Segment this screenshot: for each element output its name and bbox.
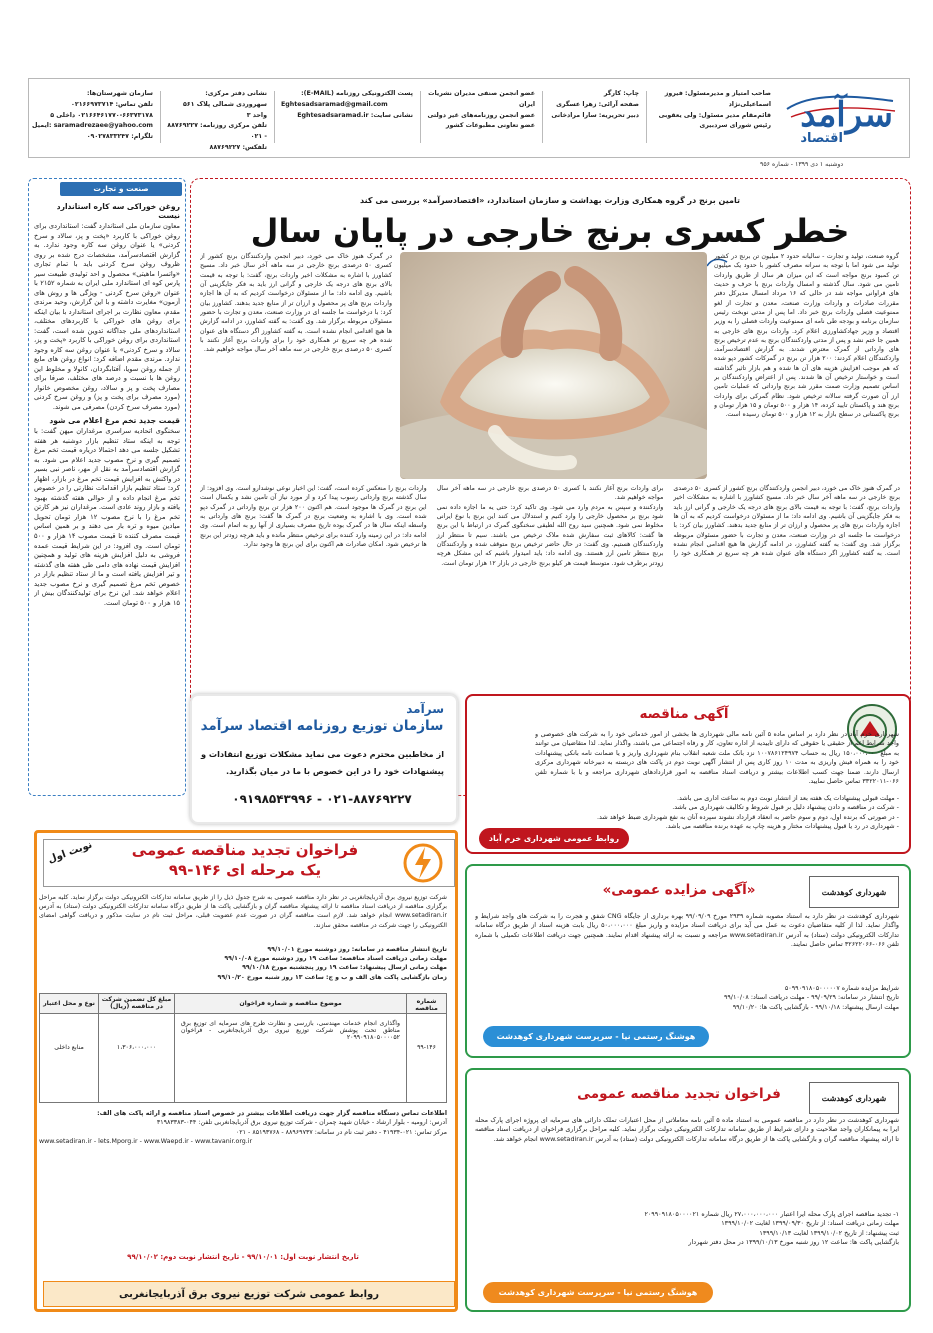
power-tender-intro: شرکت توزیع نیروی برق آذربایجانغربی در نظر دارد مناقصه عمومی به شرح جدول ذیل را از طریق سامانه تدارکات الکترونیکی دولت برگزار نماید. کلیه مراحل برگزاری مناقصه از دریافت اسناد مناقصه تا ارائه پیشنهاد مناقصه گران و بازگشایی پاکت ها از طریق درگاه سامانه تدارکات الکترونیکی دولت (ستاد) به آدرس www.setadiran.ir انجام خواهد شد. لازم است مناقصه گران در صورت عدم عضویت قبلی، مراحل ثبت نام در سایت مذکور و دریافت گواهی امضای الکترونیکی را جهت شرکت در مناقصه محقق سازند. [39,894,447,929]
masthead [28,78,910,158]
koohdasht-logo: شهرداری کوهدشت [809,876,899,908]
khorramabad-notes: - مهلت قبولی پیشنهادات یک هفته بعد از انتشار نوبت دوم به ساعت اداری می باشد. - شرکت در مناقصه و دادن پیشنهاد دلیل بر قبول شروط و تکالیف شهرداری می باشد. - در صورتی که برنده اول، دوم و سوم حاضر به انعقاد قرارداد نشوند سپرده آنان به نفع شهرداری ضبط خواهد شد. - شهرداری در رد یا قبول پیشنهادات مختار و هزینه چاپ به عهده برنده مناقصه می باشد. [596,794,899,831]
sidebar-headline-1: روغن خوراکی سه کاره استاندارد نیست [56,202,180,220]
article-column-b: واردکننده و سپس به مردم وارد می شود. وی تاکید کرد: حتی یه ما اجازه داده نمی شود برنج بر محصول خارجی را وارد کنیم و استدلال می کنند این برنج با نوع ایرانی مخلوط نمی شود. همچنین سید روح الله لطیفی سخنگوی گمرک در ارتباط با این برنج ها گفت: کالاهای ثبت سفارش شده ملاک ترخیص می باشند. سیم تا منتظر ارز واردکنندگان هستیم. وی گفت: در حال حاضر ترخیص برنج متوقف شده و واردکنندگان برنج منتظر تامین ارز هستند. وی ادامه داد: باید امیدوار باشیم که این مشکل هرچه زودتر برطرف شود. متوسط قیمت هر کیلو برنج خارجی در بازار ۱۲ هزار تومان است. [436,503,664,567]
distribution-phone: ۰۲۱-۸۸۷۶۹۲۲۷ - ۰۹۱۹۸۵۴۳۹۹۶ [232,792,412,806]
newspaper-logo [781,87,901,149]
retender-body: شهرداری کوهدشت در نظر دارد در مناقصه عمومی به استناد ماده ۵ آئین نامه معاملاتی از محل اعتبارات تملک دارائی های سرمایه ای پروژه اجرای پارک محله ایرا به پیمانکاران واجد صلاحیت و دارای شرایط از طریق سامانه تدارکات الکترونیکی دولت برگزار نماید. کلیه مراحل برگزاری فراخوان از دریافت اسناد مناقصه تا ارائه پیشنهاد مناقصه گران و بازگشایی پاکت ها از طریق درگاه سامانه تدارکات الکترونیکی دولت (ستاد) به آدرس www.setadiran.ir انجام خواهد شد. [475,1116,899,1143]
masthead-memberships: عضو انجمن صنفی مدیران نشریات ایران عضو انجمن روزنامه‌های غیر دولتی عضو تعاونی مطبوعات کشور [427,90,535,130]
masthead-address: نشانی دفتر مرکزی: سهروردی شمالی پلاک ۵۶۱ واحد ۳ تلفن مرکزی روزنامه: ۸۸۷۶۹۲۲۷ - ۰۲۱ تلفکس: ۸۸۷۶۹۲۲۷ [167,90,267,152]
section-label: صنعت و تجارت [60,182,182,196]
khorramabad-footer: روابط عمومی شهرداری خرم آباد [479,828,629,849]
power-tender-title: فراخوان تجدید مناقصه عمومی [131,841,359,859]
article-column-right: در گمرک هنوز خاک می خورد، دبیر انجمن واردکنندگان برنج کشور از کسری ۵۰ درصدی برنج خارجی در سه ماهه آخر سال خبر داد. مسیح کشاورز با اشاره به مشکلات اخیر واردات برنج، گفت: با توجه به قیمت بالای برنج های درجه یک خارجی و گرانی ارز باید به فکر جایگزینی آن باشیم. وی ادامه داد: ما از مسئولان درخواست کردیم که به آن ها اجازه واردات برنج های پر محصول و ارزان تر از منابع جدید بدهند. کشاورز بیان کرد: با درخواست ما جلسه ای در وزارت صنعت، معدن و تجارت با حضور مسئولان مربوطه برگزار شد. وی گفت: به گفته کشاورز، در ادامه گزارش ها هیچ اقدامی انجام نشده است. به گفته کشاورز اگر دستگاه های عنوان شده هر چه سریع تر همکاری خود را برای واردات برنج آغاز نکنند با کسری ۵۰ درصدی برنج خارجی در سه ماهه آخر سال مواجه خواهیم شد. [200,253,392,354]
sidebar-news [34,202,180,792]
masthead-contact: سازمان شهرستان‌ها: تلفن تماس: ۰۲۱۶۶۹۷۳۷۱۴ ۰۲۱۶۶۴۶۱۷۷۰-۶۶۳۷۳۱۷۸ داخلی ۵ saramadrezaee@yahoo.com :ایمیل تلگرام: ۰۹۰۲۷۸۳۳۲۴۷ [32,90,153,141]
retender-dates: ۱- تجدید مناقصه اجرای پارک محله ایرا اعتبار ۲۷،۰۰۰،۰۰۰،۰۰۰ ریال شماره ۲۰۹۹۰۹۱۸۰۵۰۰۰۰۲۱ مهلت زمانی دریافت اسناد: از تاریخ ۱۳۹۹/۰۹/۳۰ لغایت ۱۳۹۹/۱۰/۰۲ ثبت پیشنهاد: از تاریخ ۱۳۹۹/۱۰/۰۲ لغایت ۱۳۹۹/۱۰/۱۳ بازگشایی پاکت ها: ساعت ۱۲ روز شنبه مورخ ۱۳۹۹/۱۰/۱۳ در محل دفتر شهردار [644,1210,899,1247]
auction-title: «آگهی مزایده عمومی» [602,882,756,898]
article-headline: خطر کسری برنج خارجی در پایان سال [250,212,850,250]
table-header: شماره مناقصه [406,994,446,1013]
koohdasht-logo-2: شهرداری کوهدشت [809,1082,899,1114]
koohdasht-retender-ad [465,1068,911,1312]
sidebar-body-1: معاون سازمان ملی استاندارد گفت: استانداردی برای روغن خوراکی با کاربرد «پخت و پز، سالاد و سرخ کردنی» یا عنوان روغن سه کاره وجود ندارد. به گزارش اقتصادسرآمد، مشخصات درج شده بر روی ظروف روغن سرخ کردنی باید با تمام تجاری «واتسرا ماهیتی» محصول و احد تولیدی طبیعت سیر پارس کوه ای استاندارد ملی ایران به شماره ۲۱۵۲ با عنوان «روغن سرخ کردنی - ویژگی ها و روش های آزمون» مغایرت داشته و با این گزارش، وحید مرندی مقدم، معاون نظارت بر اجرای استاندارد با بیان اینکه برای روغن های خوراکی با کاربردهای مختلف، استانداردهای ملی جداگانه تدوین شده است، گفت: استانداردی برای روغن خوراکی با کاربرد «پخت و پز، سالاد و سرخ کردنی» یا عنوان روغن سه کاره وجود ندارد. مرندی مقدم اضافه کرد: انواع روغن های مایع از جمله روغن سویا، آفتابگردان، کانولا و مخلوط این روغن ها با نسبت و درصد های مختلف، صرفا برای مصارف پخت و پز و سالاد، روغن مخصوص خانوار (مورد مصرف برای پخت و پز) و روغن سرخ کردنی (مورد مصرف سرخ کردن) مصرفی می شوند. [34,222,180,411]
distribution-line-1: از مخاطبین محترم دعوت می نماید مشکلات توزیع انتقادات و [200,749,444,759]
table-header: نوع و محل اعتبار [43,1000,95,1007]
article-kicker: تامین برنج در گروه همکاری وزارت بهداشت و سازمان استاندارد، «اقتصادسرآمد» بررسی می کند [360,196,740,205]
khorramabad-tender-ad [465,694,911,854]
article-column-a: در گمرک هنوز خاک می خورد، دبیر انجمن واردکنندگان برنج کشور از کسری ۵۰ درصدی برنج خارجی در سه ماهه آخر سال خبر داد. مسیح کشاورز با اشاره به مشکلات اخیر واردات برنج، گفت: با توجه به قیمت بالای برنج های درجه یک خارجی و گرانی ارز باید به فکر جایگزینی آن باشیم. وی ادامه داد: ما از مسئولان درخواست کردیم که به آن ها اجازه واردات برنج های پر محصول و ارزان تر از منابع جدید بدهند. کشاورز بیان کرد: با درخواست ما جلسه ای در وزارت صنعت، معدن و تجارت با حضور مسئولان مربوطه برگزار شد. وی گفت: به گفته کشاورز، در ادامه گزارش ها هیچ اقدامی انجام نشده است. به گفته کشاورز اگر دستگاه های عنوان شده هر چه سریع تر همکاری خود را برای واردات برنج آغاز نکنند با کسری ۵۰ درصدی برنج خارجی در سه ماهه آخر سال مواجه خواهیم شد. [436,485,900,558]
power-tender-subtitle: یک مرحله ای ۱۴۶-۹۹ [168,861,322,879]
distribution-logo: سرآمد [406,702,444,716]
power-tender-publish-dates: تاریخ انتشار نوبت اول: ۹۹/۱۰/۰۱ - تاریخ انتشار نوبت دوم: ۹۹/۱۰/۰۲ [127,1253,359,1261]
table-row: ۹۹-۱۴۶ واگذاری انجام خدمات مهندسی، بازرسی و نظارت طرح های سرمایه ای توزیع برق مناطق تحت پوشش شرکت توزیع نیروی برق آذربایجانغربی - فراخوان ۲۰۹۹۰۹۱۸۰۵۰۰۰۰۵۲ ۱،۳۰۶،۰۰۰،۰۰۰ منابع داخلی [40,1014,446,1102]
logo-subtitle: اقتصاد [800,131,843,146]
distribution-notice [190,694,458,824]
power-company-tender-ad [34,830,458,1312]
article-column-c: واردات برنج را منعکس کرده است، گفت: این اخبار نوعی نوشدارو است. وی افزود: از سال گذشته برنج وارداتی رسوب پیدا کرد و از مورد نیاز آن تامین نشد و یکسال است این برنج در گمرک ها موجود است. هم اکنون ۲۰۰ هزار تن برنج وارداتی در گمرک دپو شده است. وی با اشاره به وضعیت برنج در گمرک ها گفت: برنج های وارداتی به واسطه اینکه سال ها در گمرک بوده تاریخ مصرف بسیاری از آنها رو به اتمام است. وی ادامه داد: در این زمینه وارد کننده برای ترخیص منتظر مانده و باید هرچه زودتر این برنج ها ترخیص شود. امکان صادرات هم اکنون برای این برنج ها وجود ندارد. [200,485,427,548]
first-publication-badge: نوبت اول [46,839,94,866]
table-header: مبلغ کل تضمین شرکت در مناقصه (ریال) [98,994,174,1013]
issue-date: دوشنبه ۱ دی ۱۳۹۹ - شماره ۹۵۶ [760,161,844,168]
rice-hands-photo [400,252,707,479]
khorramabad-body: شهرداری خرم آباد در نظر دارد بر اساس ماده ۵ آئین نامه مالی شهرداری ها بخشی از امور خدماتی خود را به شرکت های خصوصی و واجد شرایط اعم از حقیقی یا حقوقی که دارای تاییدیه از اداره تعاون، کار و رفاه اجتماعی می باشند، واگذار نماید. لذا متقاضیان می توانند به مبلغ ۱۵۰،۰۰۰،۰۰۰ ریال به حساب ۱۰۰۷۸۶۱۲۴۹۷۴ نزد بانک ملت شعبه انقلاب بنام شهرداری واریز و یا ضمانت نامه بانکی پیشنهادات خود را به همراه فیش واریزی به مدت ۱۰ روز کاری پس از انتشار آگهی نوبت دوم در پاکت های دربسته به دبیرخانه شهرداری مرکزی ارسال دارند. ضمنا جهت کسب اطلاعات بیشتر و دریافت اسناد مناقصه به امور قراردادهای شهرداری مراجعه و یا با شماره تلفن ۰۶۶-۳۳۲۲۰۱۱ تماس حاصل نمایید. [535,730,899,786]
article-lead-column: گروه صنعت، تولید و تجارت - سالیانه حدود ۲ میلیون تن برنج در کشور تولید می شود اما با توجه به سرانه مصرف کشور با حدود یک میلیون تن کمبود برنج مواجه است که این میزان هر سال از طریق واردات تامین می شود. سال گذشته و امسال واردات برنج با حرف و حدیث های فراوانی مواجه شد در حالی که ۱۶ مرداد امسال مدیرکل دفتر مقررات صادرات و واردات وزارت صنعت، معدن و تجارت از لغو ممنوعیت فصلی واردات برنج خبر داد. اما پس از مدتی نوبخت رئیس سازمان برنامه و بودجه طی نامه ای ممنوعیت واردات فصلی را به وزیر اقتصاد و وزیر جهادکشاورزی اعلام کرد. واردات برنج های خارجی به همین جا ختم نشد و پس از مدتی واردکنندگان برنج به عدم ترخیص برنج های وارداتی از گمرک معترض شدند. به گزارش اقتصادسرآمد، واردکنندگان اعلام کردند: ۲۰۰ هزار تن برنج در گمرکات کشور دپو شده که هم موجب افزایش هزینه های آن ها شده و هم بازار تاثیر گذاشته است و خواستار ترخیص آن ها شدند. پس از اعتراض واردکنندگان بر اساس تصمیم وزارت صمت مقرر شد برنج وارداتی که عملیات تامین ارز آن صورت گرفته سالانه ترخیص شود. نظام گمرکی برای واردات برنج هند و پاکستان تایید کرده، ۱۴ هزار و ۵۰۰ تومان و ۱۵ هزار تومان و برنج پاکستانی در سطح بازار به ۱۲ هزار و ۵۰۰ تومان رسیده است. [714,253,899,419]
auction-footer: هوشنگ رستمی نیا - سرپرست شهرداری کوهدشت [483,1026,709,1047]
auction-dates: شرایط مزایده شماره ۵۰۹۹۰۹۱۸۰۵۰۰۰۰۰۷ تاریخ انتشار در سامانه: ۹۹/۰۹/۲۹ - مهلت دریافت اسناد: ۹۹/۱۰/۰۸ مهلت ارسال پیشنهاد: ۹۹/۱۰/۱۸ - بازگشایی پاکت ها: ۹۹/۱۰/۲۰ [723,984,899,1011]
sidebar-body-2: سخنگوی اتحادیه سراسری مرغداران میهن گفت: با توجه به اینکه ستاد تنظیم بازار دوشنبه هر هفته تشکیل جلسه می دهد احتمالا دریاره قیمت تخم مرغ تصمیم گیری و نرخ مصوب جدید اعلام می شود. به گزارش اقتصادسرآمد به نقل از مهر، ناصر نبی بسیر در واکنش به افزایش قیمت تخم مرغ در بازار، اظهار کرد: ستاد تنظیم بازار اقدامات نظارتی را در خصوص تخم مرغ انجام داده و از حوالی هفته گذشته بهبود یافته و بازار روند عادی است. مرغداران نیز هر کارتن تخم مرغ را با نرخ مصوب ۱۲ هزار تومان تحویل میادین میوه و تره بار می دهند و بر همین اساس قیمت مصرف کننده تا قیمت مصوب ۱۴ هزار و ۵۰۰ تومان است. وی افزود: در این شرایط قیمت عمده فروشی به دلیل افزایش هزینه های تولید و همچنین افزایش قیمت نهاده های دامی طی هفته های گذشته و تیر افزایش یافته است و ما از ستاد تنظیم بازار در خصوص تخم مرغ تصمیم گیری و نرخ مصوب جدید اعلام خواهد شد. این نرخ برای تولیدکنندگان بیش از ۱۵ هزار و ۵۰۰ تومان است. [34,427,180,607]
power-tender-contact: اطلاعات تماس دستگاه مناقصه گزار جهت دریافت اطلاعات بیشتر در خصوص اسناد مناقصه و ارائه پاکت های الف: آدرس: ارومیه - بلوار ارشاد - خیابان شهید چمران - شرکت توزیع نیروی برق آذربایجانغربی تلفن: ۰۴۴-۳۱۹۸۳۳۸۳ مرکز تماس: ۰۲۱-۴۱۹۳۴ - دفتر ثبت نام در سامانه: ۸۸۹۶۹۷۳۷ - ۸۵۱۹۳۷۶۸ - ۰۲۱ www.setadiran.ir - lets.Mporg.ir - www.Waepd.ir - www.tavanir.org.ir [39,1110,447,1145]
distribution-line-2: پیشنهادات خود را در این خصوص با ما در میان بگذارید. [225,766,444,777]
retender-footer: هوشنگ رستمی نیا - سرپرست شهرداری کوهدشت [483,1282,713,1303]
power-company-logo-icon [401,841,445,885]
masthead-credits-2: چاپ: کارگر صفحه آرائی: زهرا عسگری دبیر تحریریه: سارا مرادخانی [551,90,639,119]
sidebar-headline-2: قیمت جدید تخم مرغ اعلام می شود [49,416,180,426]
logo-wordmark: سرآمد [800,95,893,135]
distribution-title: سازمان توزیع روزنامه اقتصاد سرآمد [200,718,444,734]
retender-title: فراخوان تجدید مناقصه عمومی [577,1086,781,1102]
table-header: موضوع مناقصه و شماره فراخوان [174,994,406,1013]
masthead-email: پست الکترونیکی روزنامه (E-MAIL): Eghtesadsaramad@gmail.com نشانی سایت: Eghtesadsaramad.ir [281,90,413,119]
masthead-credits-1: صاحب امتیاز و مدیرمسئول: فیروز اسماعیلی‌نژاد قائم‌مقام مدیر مسئول: ولی یعقوبی رئیس شورای سردبیری [658,90,771,130]
khorramabad-title: آگهی مناقصه [639,706,729,722]
koohdasht-auction-ad [465,864,911,1058]
auction-body: شهرداری کوهدشت در نظر دارد به استناد مصوبه شماره ۲۹۳۹ مورخ ۹۹/۰۹/۰۹ بهره برداری از جایگاه CNG شفق و هجرت را به شرکت های واجد شرایط و واگذار نماید. لذا از کلیه متقاضیان دعوت به عمل می آید برای دریافت اسناد مزایده و واریز مبلغ ۵۰،۰۰۰،۰۰۰ ریال بابت هزینه اسناد از طریق درگاه سامانه تدارکات الکترونیکی دولت (ستاد) به آدرس www.setadiran.ir مراجعه و نسبت به ارائه پیشنهاد اقدام نمایند. همچنین جهت دریافت اطلاعات تکمیلی با شماره تلفن ۰۶۶-۳۲۶۲۲۰۶۶ تماس حاصل نمایند. [475,912,899,949]
power-tender-dates: تاریخ انتشار مناقصه در سامانه: روز دوشنبه مورخ ۹۹/۱۰/۰۱ مهلت زمانی دریافت اسناد مناقصه: ساعت ۱۹ روز دوشنبه مورخ ۹۹/۱۰/۰۸ مهلت زمانی ارسال پیشنهاد: ساعت ۱۹ روز پنجشنبه مورخ ۹۹/۱۰/۱۸ زمان بازگشایی پاکت های الف و ب و ج: ساعت ۱۳ روز شنبه مورخ ۹۹/۱۰/۲۰ [217,946,447,981]
power-tender-table [39,993,447,1103]
power-tender-footer: روابط عمومی شرکت توزیع نیروی برق آذربایجانغربی [43,1281,455,1307]
